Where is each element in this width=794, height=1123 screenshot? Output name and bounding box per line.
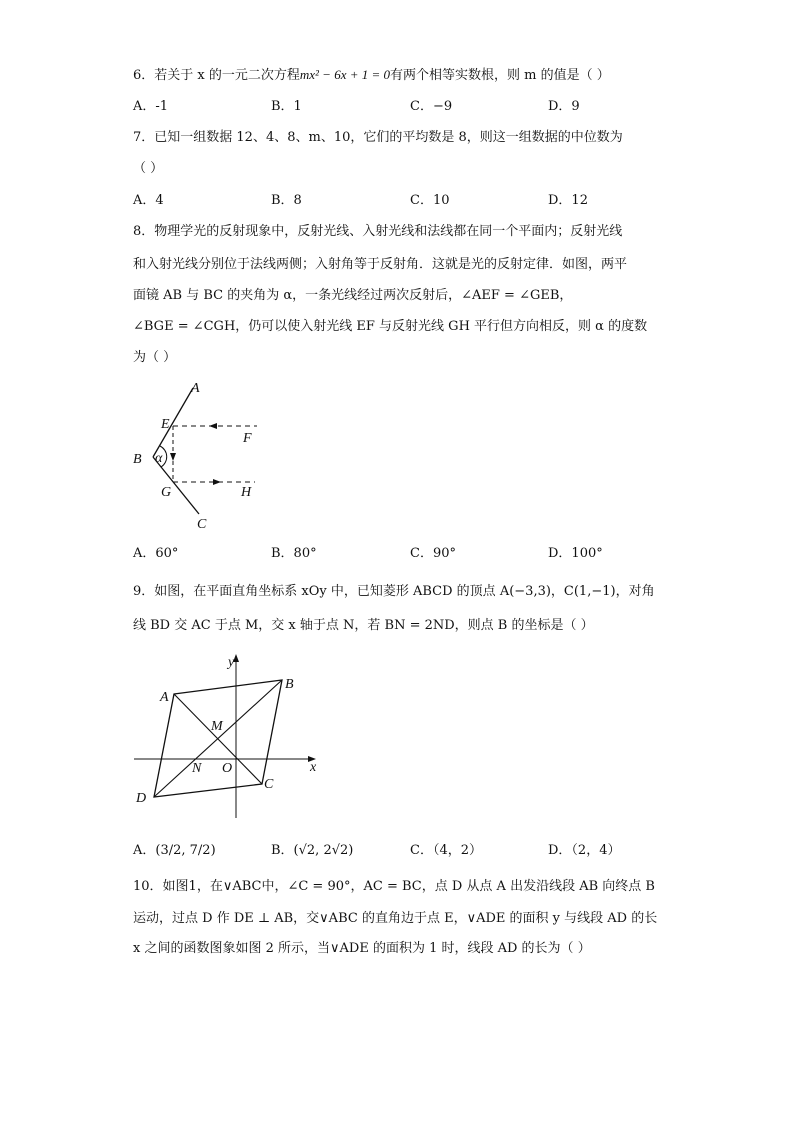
q9-rhombus-figure [128,650,328,825]
q6-option-c: C．−9 [410,99,453,114]
q6-option-a: A．-1 [133,99,169,114]
label-a: A [160,690,169,705]
label-a: A [191,381,200,396]
label-c: C [264,777,274,792]
mirror-ab [153,388,193,457]
label-m: M [211,719,223,734]
q8-line-5: 为（ ） [133,350,177,365]
label-d: D [136,791,147,806]
label-o: O [222,761,233,776]
q8-option-c: C．90° [410,546,456,561]
q7-stem: 7．已知一组数据 12、4、8、m、10，它们的平均数是 8，则这一组数据的中位数为 [133,130,623,145]
q8-option-b: B．80° [271,546,317,561]
q8-line-2: 和入射光线分别位于法线两侧；入射角等于反射角．这就是光的反射定律．如图，两平 [133,257,628,272]
label-f: F [243,431,252,446]
q8-line-4: ∠BGE = ∠CGH，仍可以使入射光线 EF 与反射光线 GH 平行但方向相反，则 α 的度数 [133,319,648,334]
q9-option-a: A．(3/2, 7/2) [133,843,216,858]
q10-line-3: x 之间的函数图象如图 2 所示，当∨ADE 的面积为 1 时，线段 AD 的长为（ ） [133,941,591,956]
q7-option-d: D．12 [548,193,588,208]
q6-equation: mx² − 6x + 1 = 0 [299,67,391,82]
q9-option-d: D．（2，4） [548,843,621,858]
q8-option-d: D．100° [548,546,603,561]
q9-line-1: 9．如图，在平面直角坐标系 xOy 中，已知菱形 ABCD 的顶点 A(−3,3)，C(1,−1)，对角 [133,584,655,599]
q7-option-a: A．4 [133,193,164,208]
label-x: x [310,760,317,775]
q8-line-3: 面镜 AB 与 BC 的夹角为 α，一条光线经过两次反射后，∠AEF = ∠GEB， [133,288,573,303]
q9-option-c: C．（4，2） [410,843,482,858]
q10-line-2: 运动，过点 D 作 DE ⊥ AB，交∨ABC 的直角边于点 E，∨ADE 的面积 y 与线段 AD 的长 [133,911,658,926]
label-g: G [161,485,172,500]
q6-option-b: B．1 [271,99,302,114]
q10-line-1: 10．如图1，在∨ABC中，∠C = 90°，AC = BC，点 D 从点 A 出发沿线段 AB 向终点 B [133,879,655,894]
q7-option-c: C．10 [410,193,450,208]
arrow-gh [213,479,221,485]
q9-option-b: B．(√2, 2√2) [271,843,354,858]
q8-line-1: 8．物理学光的反射现象中，反射光线、入射光线和法线都在同一个平面内；反射光线 [133,224,623,239]
label-b: B [133,452,142,467]
q7-option-b: B．8 [271,193,302,208]
label-e: E [161,417,170,432]
q9-line-2: 线 BD 交 AC 于点 M，交 x 轴于点 N，若 BN = 2ND，则点 B 的坐标是（ ） [133,618,594,633]
q6-stem-pre: 6．若关于 x 的一元二次方程 [133,68,300,83]
label-n: N [192,761,202,776]
q6-stem [133,66,610,85]
label-h: H [241,485,252,500]
label-c: C [197,517,207,532]
q7-stem-cont: （ ） [133,161,164,176]
arrow-eg [170,453,176,461]
q8-option-a: A．60° [133,546,179,561]
label-alpha: α [155,451,163,466]
q6-stem-post: 有两个相等实数根，则 m 的值是（ ） [390,68,610,83]
label-y: y [228,655,235,670]
arrow-ef [209,423,217,429]
q6-option-d: D．9 [548,99,580,114]
label-b: B [285,677,294,692]
q8-mirror-figure [125,378,275,533]
